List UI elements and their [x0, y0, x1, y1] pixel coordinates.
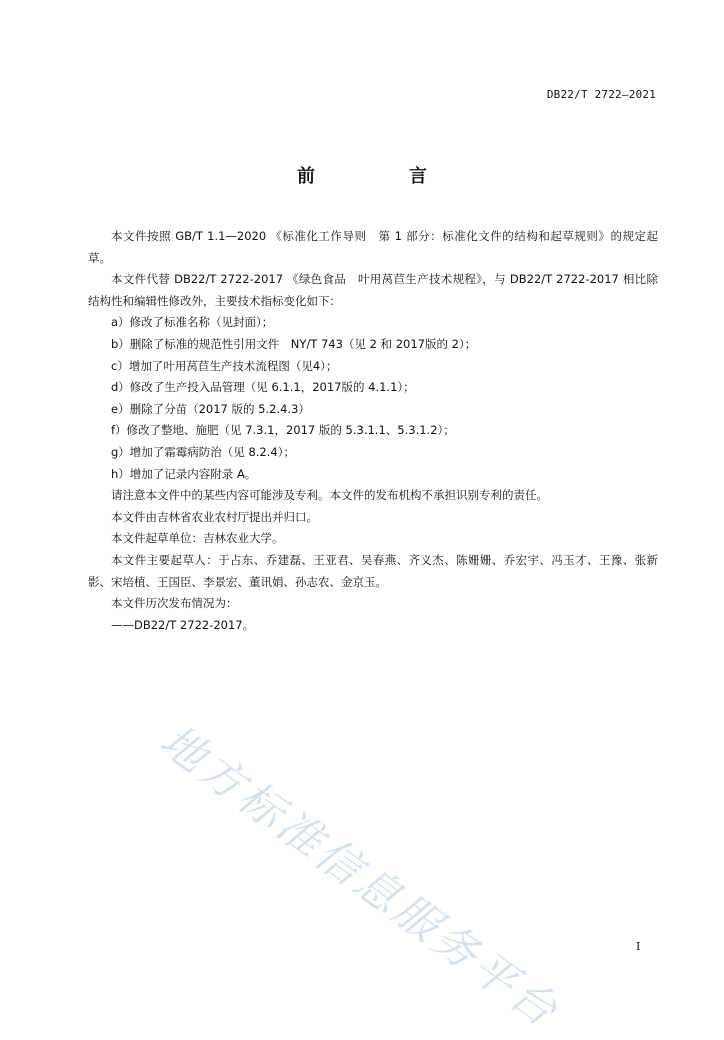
paragraph-drafting-rules: 本文件按照 GB/T 1.1—2020 《标准化工作导则 第 1 部分：标准化文件的结构和起草规则》的规定起草。: [88, 229, 658, 265]
change-item-b: b）删除了标准的规范性引用文件 NY/T 743（见 2 和 2017版的 2）；: [111, 336, 477, 351]
change-item-e: e）删除了分苗（2017 版的 5.2.4.3）: [111, 401, 310, 416]
document-code: DB22/T 2722—2021: [546, 88, 656, 101]
change-item-f: f）修改了整地、施肥（见 7.3.1，2017 版的 5.3.1.1、5.3.1.2）；: [111, 423, 455, 438]
change-item-a: a）修改了标准名称（见封面）；: [111, 315, 274, 330]
section-title: 前 言: [297, 166, 465, 187]
change-item-d: d）修改了生产投入品管理（见 6.1.1，2017版的 4.1.1）；: [111, 380, 415, 395]
page-number: I: [636, 940, 641, 953]
paragraph-drafting-unit: 本文件起草单位：吉林农业大学。: [111, 531, 284, 546]
paragraph-proposer: 本文件由吉林省农业农村厅提出并归口。: [111, 509, 318, 524]
paragraph-history-item: ——DB22/T 2722-2017。: [111, 617, 255, 632]
paragraph-drafters: 本文件主要起草人：于占东、乔建磊、王亚君、吴春燕、齐义杰、陈姗姗、乔宏宇、冯玉才、王豫、张新影、宋培植、王国臣、李景宏、董讯娟、孙志农、金京玉。: [88, 552, 658, 589]
watermark: 地方标准信息服务平台: [150, 715, 569, 1039]
paragraph-replaces: 本文件代替 DB22/T 2722-2017 《绿色食品 叶用莴苣生产技术规程》，与 DB22/T 2722-2017 相比除结构性和编辑性修改外，主要技术指标变化如下：: [88, 272, 658, 308]
paragraph-history-heading: 本文件历次发布情况为：: [111, 596, 238, 611]
change-item-c: c）增加了叶用莴苣生产技术流程图（见4）；: [111, 358, 338, 373]
change-item-h: h）增加了记录内容附录 A。: [111, 466, 257, 481]
paragraph-patent-notice: 请注意本文件中的某些内容可能涉及专利。本文件的发布机构不承担识别专利的责任。: [111, 488, 548, 503]
foreword-body: [88, 226, 658, 636]
change-item-g: g）增加了霜霉病防治（见 8.2.4）；: [111, 444, 295, 459]
